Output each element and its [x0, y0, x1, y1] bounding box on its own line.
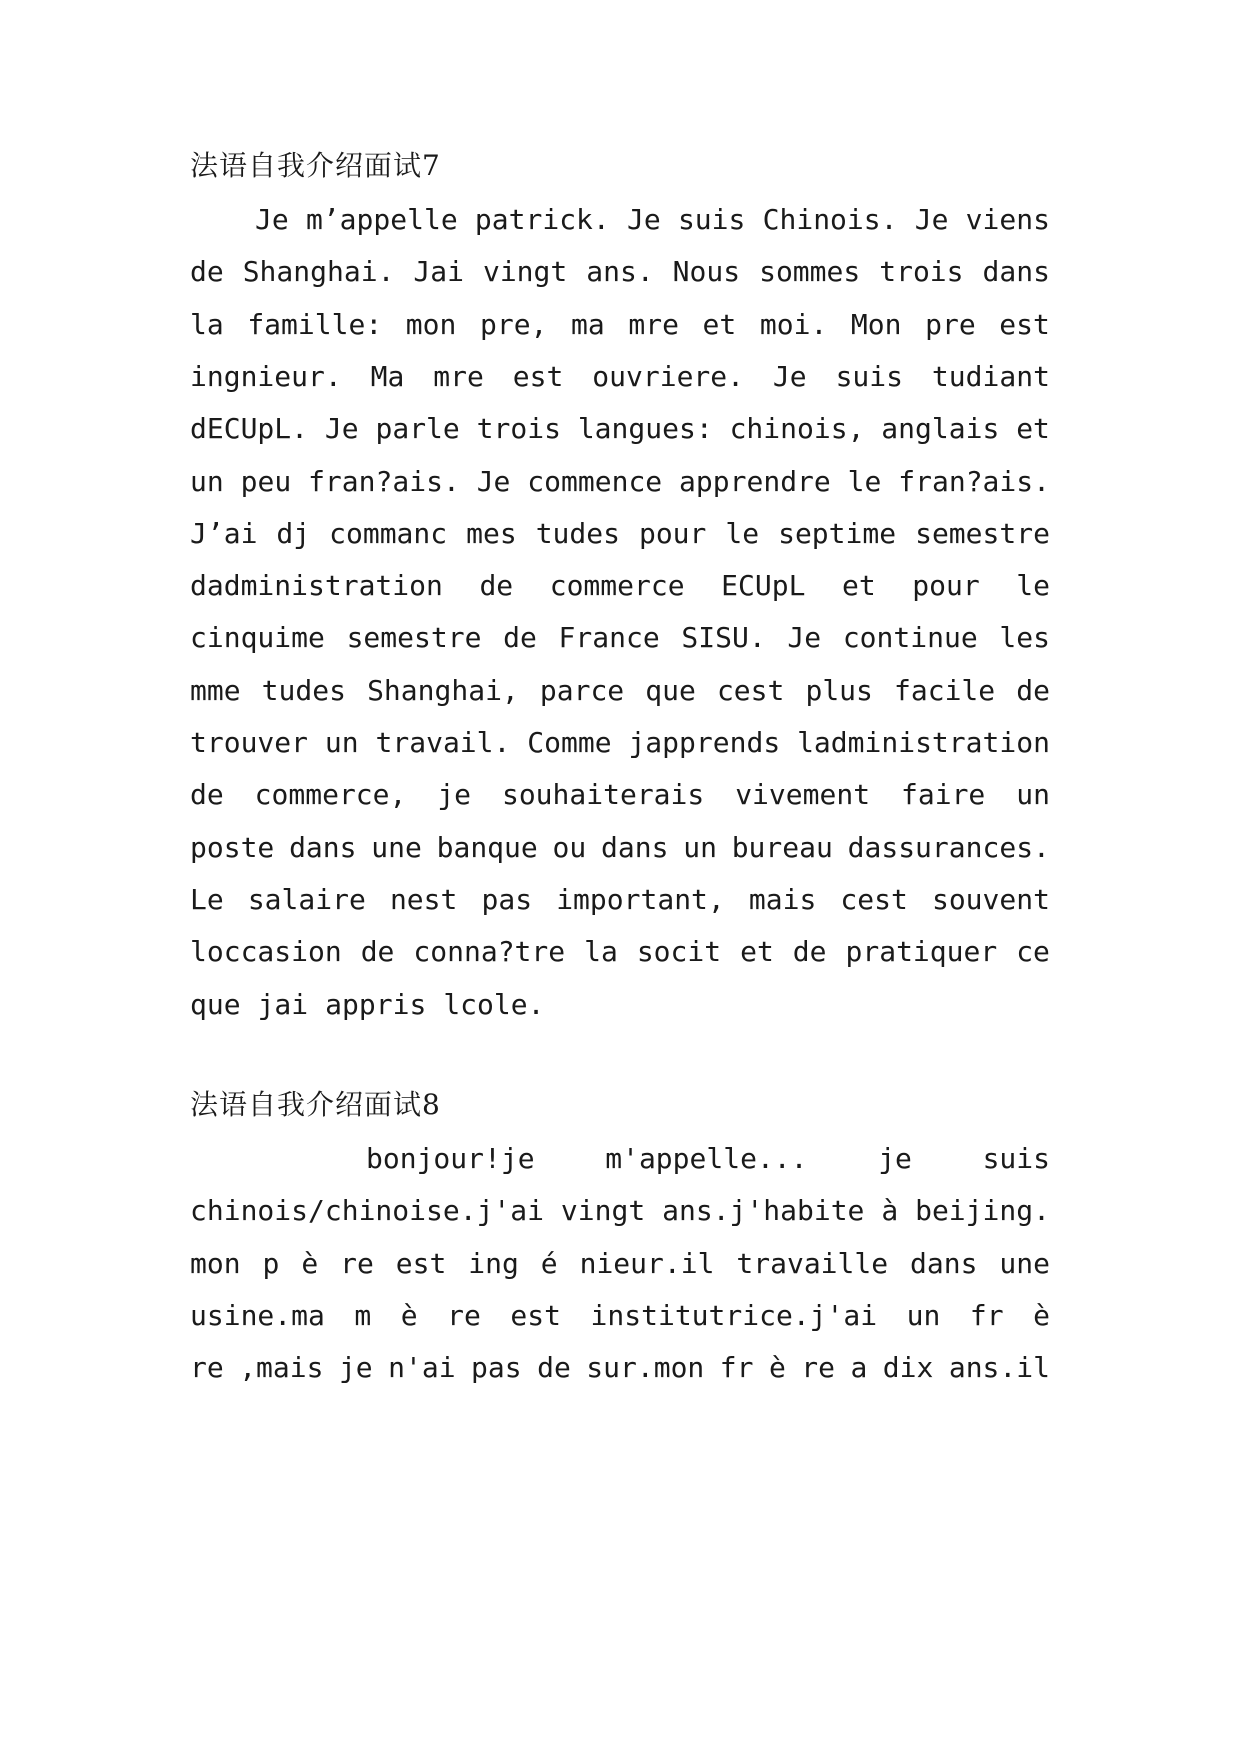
- text-line: loccasion de conna?tre la socit et de pratiquer ce: [190, 935, 1050, 968]
- text-line: mme tudes Shanghai, parce que cest plus facile de: [190, 674, 1050, 707]
- section-title: 法语自我介绍面试7: [190, 149, 441, 182]
- text-line: mon p è re est ing é nieur.il travaille dans une: [190, 1247, 1050, 1280]
- text-line: chinois/chinoise.j'ai vingt ans.j'habite à beijing.: [190, 1194, 1050, 1227]
- text-line: dadministration de commerce ECUpL et pour le: [190, 569, 1050, 602]
- text-line: J’ai dj commanc mes tudes pour le septime semestre: [190, 517, 1050, 550]
- text-line: re ,mais je n'ai pas de sur.mon fr è re a dix ans.il: [190, 1351, 1050, 1384]
- text-line: de Shanghai. Jai vingt ans. Nous sommes trois dans: [190, 255, 1050, 288]
- text-line: la famille: mon pre, ma mre et moi. Mon pre est: [190, 308, 1050, 341]
- text-line: poste dans une banque ou dans un bureau dassurances.: [190, 831, 1050, 864]
- text-line: que jai appris lcole.: [190, 988, 545, 1021]
- text-line: un peu fran?ais. Je commence apprendre le fran?ais.: [190, 465, 1050, 498]
- text-line: Le salaire nest pas important, mais cest souvent: [190, 883, 1050, 916]
- section-title: 法语自我介绍面试8: [190, 1088, 441, 1121]
- text-line: usine.ma m è re est institutrice.j'ai un fr è: [190, 1299, 1050, 1332]
- text-line: ingnieur. Ma mre est ouvriere. Je suis tudiant: [190, 360, 1050, 393]
- text-line: de commerce, je souhaiterais vivement faire un: [190, 778, 1050, 811]
- text-line: Je m’appelle patrick. Je suis Chinois. Je viens: [255, 203, 1050, 236]
- text-line: dECUpL. Je parle trois langues: chinois, anglais et: [190, 412, 1050, 445]
- text-line: trouver un travail. Comme japprends ladministration: [190, 726, 1050, 759]
- text-line: bonjour!je m'appelle... je suis: [366, 1142, 1050, 1175]
- text-line: cinquime semestre de France SISU. Je continue les: [190, 621, 1050, 654]
